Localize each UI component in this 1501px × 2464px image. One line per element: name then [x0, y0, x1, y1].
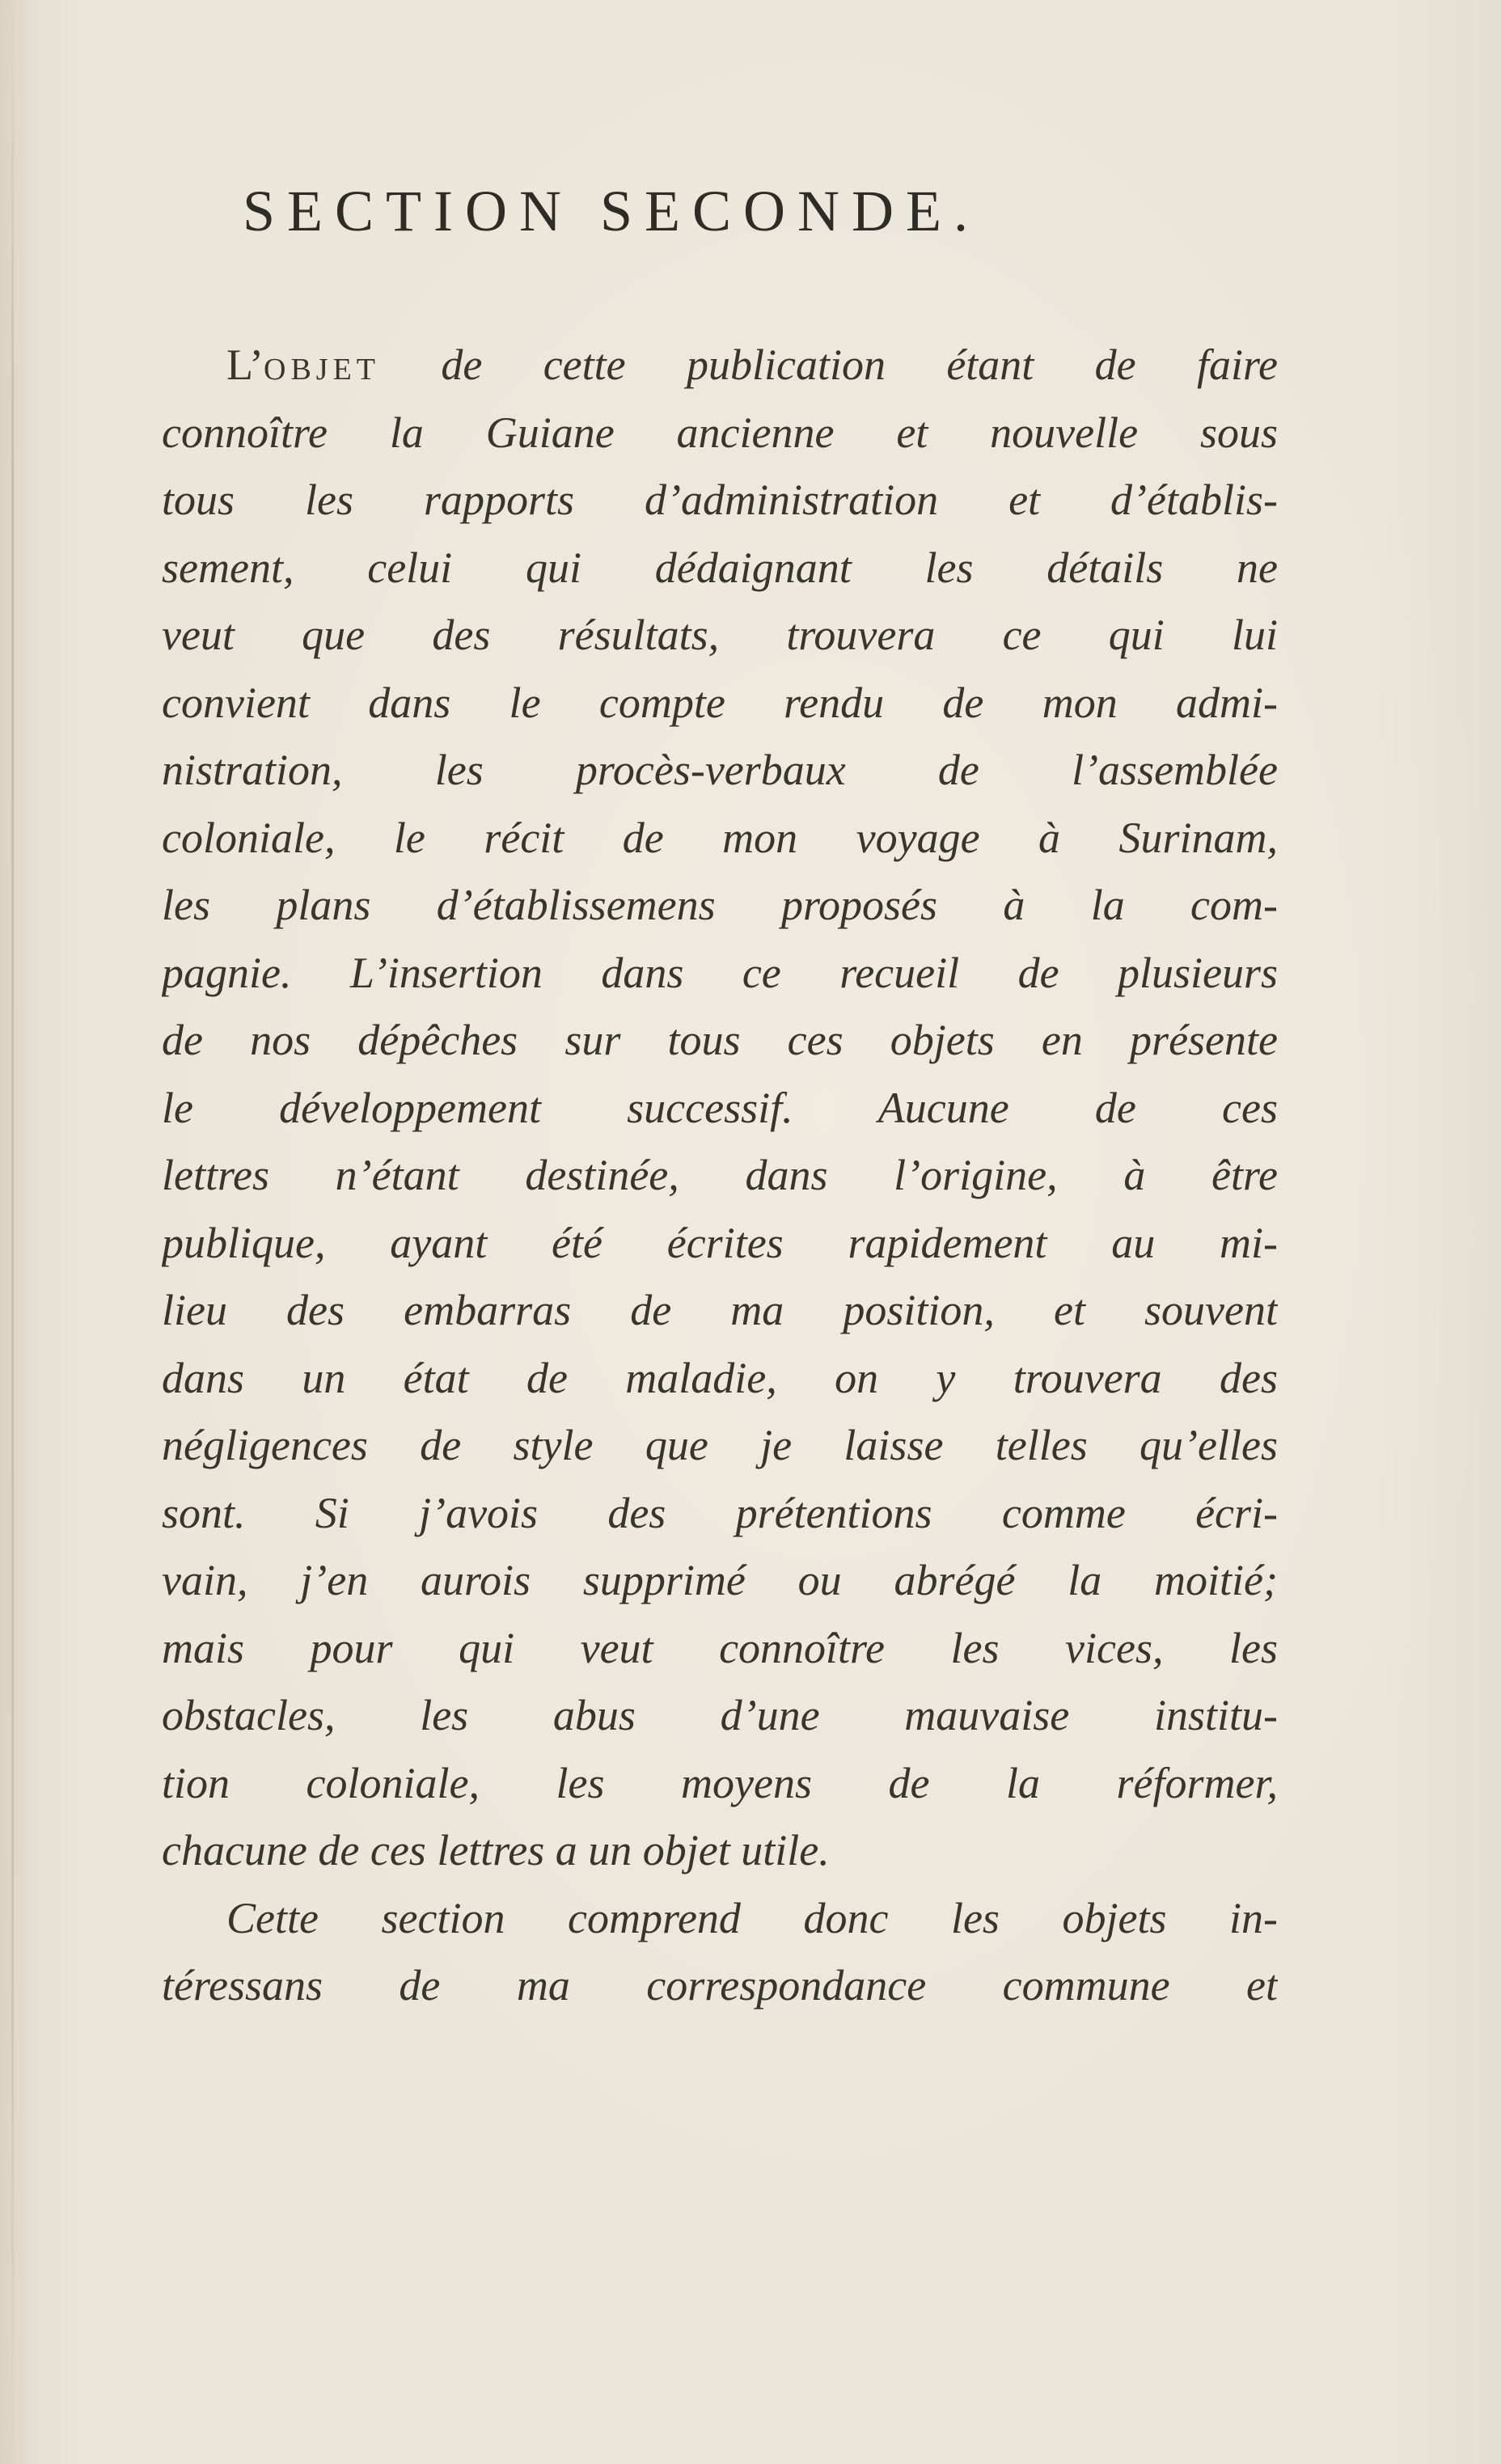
text-line: téressans de ma correspondance commune et	[162, 1961, 1278, 2010]
text-line: les plans d’établissemens proposés à la com-	[162, 881, 1278, 929]
page-gutter-edge	[11, 0, 14, 2464]
text-line: tion coloniale, les moyens de la réformer,	[162, 1758, 1278, 1807]
lead-letter: L’	[226, 340, 264, 389]
text-line: Cette section comprend donc les objets in-	[226, 1893, 1278, 1942]
text-line: veut que des résultats, trouvera ce qui lui	[162, 611, 1278, 659]
text-line: lieu des embarras de ma position, et souvent	[162, 1286, 1278, 1334]
text-line: sont. Si j’avois des prétentions comme écri-	[162, 1488, 1278, 1537]
text-line: vain, j’en aurois supprimé ou abrégé la moitié;	[162, 1556, 1278, 1604]
text-line: pagnie. L’insertion dans ce recueil de plusieurs	[162, 948, 1278, 997]
text-line: de nos dépêches sur tous ces objets en présente	[162, 1016, 1278, 1064]
text-line: sement, celui qui dédaignant les détails ne	[162, 543, 1278, 592]
section-title: SECTION SECONDE.	[243, 179, 981, 243]
text-line: le développement successif. Aucune de ces	[162, 1083, 1278, 1132]
line-text: de cette publication étant de faire	[380, 340, 1278, 389]
text-line: publique, ayant été écrites rapidement au mi-	[162, 1218, 1278, 1267]
text-line: tous les rapports d’administration et d’établis-	[162, 475, 1278, 524]
text-line: lettres n’étant destinée, dans l’origine, à être	[162, 1151, 1278, 1199]
body-text	[162, 332, 1278, 2020]
text-line	[162, 332, 1278, 399]
text-line: obstacles, les abus d’une mauvaise institu-	[162, 1691, 1278, 1739]
lead-smallcaps: objet	[264, 340, 381, 389]
text-line: chacune de ces lettres a un objet utile.	[162, 1826, 830, 1874]
text-line: coloniale, le récit de mon voyage à Surinam,	[162, 813, 1278, 862]
text-line: connoître la Guiane ancienne et nouvelle sous	[162, 408, 1278, 457]
text-line: dans un état de maladie, on y trouvera des	[162, 1353, 1278, 1402]
text-line: négligences de style que je laisse telles qu’elles	[162, 1421, 1278, 1469]
text-line: mais pour qui veut connoître les vices, les	[162, 1623, 1278, 1672]
text-line: convient dans le compte rendu de mon admi-	[162, 678, 1278, 727]
text-line: nistration, les procès-verbaux de l’assemblée	[162, 746, 1278, 794]
